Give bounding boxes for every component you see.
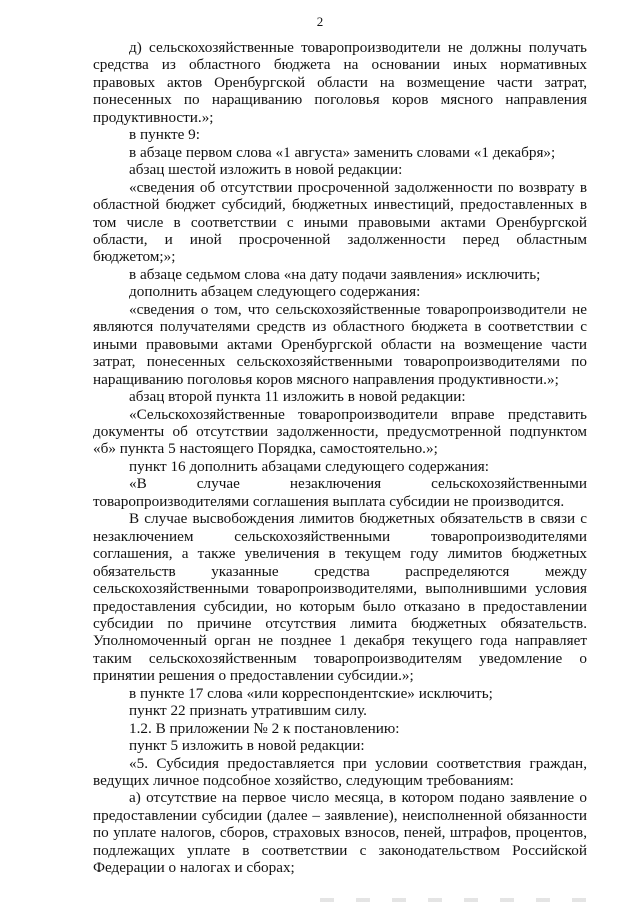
paragraph-4: абзац шестой изложить в новой редакции: [129,161,403,179]
paragraph-1: д) сельскохозяйственные товаропроизводители не должны получать средства из областного бюджета на основании иных нормативных правовых актов Оренбургской области на возмещение части затрат, понесенных по наращиванию поголовья коров мясного направления продуктивности.»; [93,39,587,126]
paragraph-9: абзац второй пункта 11 изложить в новой редакции: [129,388,466,406]
paragraph-3: в абзаце первом слова «1 августа» заменить словами «1 декабря»; [129,143,556,161]
paragraph-18: «5. Субсидия предоставляется при условии соответствия граждан, ведущих личное подсобное хозяйство, следующим требованиям: [93,754,587,790]
paragraph-11: пункт 16 дополнить абзацами следующего содержания: [129,457,489,475]
paragraph-14: в пункте 17 слова «или корреспондентские» исключить; [129,684,493,702]
paragraph-8: «сведения о том, что сельскохозяйственные товаропроизводители не являются получателями средств из областного бюджета в соответствии с иными правовыми актами Оренбургской области на возмещение части затрат, понесенных сельскохозяйственными товаропроизводителями по наращиванию поголовья коров мясного направления продуктивности.»; [93,300,587,388]
paragraph-12: «В случае незаключения сельскохозяйственными товаропроизводителями соглашения выплата субсидии не производится. [93,475,587,510]
paragraph-5: «сведения об отсутствии просроченной задолженности по возврату в областной бюджет субсидий, бюджетных инвестиций, предоставленных в том числе в соответствии с иными правовыми актами Оренбургской области, и иной просроченной задолженности перед областным бюджетом;»; [93,178,587,266]
paragraph-10: «Сельскохозяйственные товаропроизводители вправе представить документы об отсутствии задолженности, предусмотренной подпунктом «б» пункта 5 настоящего Порядка, самостоятельно.»; [93,405,587,458]
scan-artifact-line [320,898,590,902]
document-body [93,39,587,877]
paragraph-19: а) отсутствие на первое число месяца, в котором подано заявление о предоставлении субсидии (далее – заявление), неисполненной обязанности по уплате налогов, сборов, страховых взносов, пеней, штрафов, процентов, подлежащих уплате в соответствии с законодательством Российской Федерации о налогах и сборах; [93,789,587,877]
paragraph-16: 1.2. В приложении № 2 к постановлению: [129,719,400,737]
paragraph-2: в пункте 9: [129,126,200,144]
page-number: 2 [316,14,324,29]
paragraph-13: В случае высвобождения лимитов бюджетных обязательств в связи с незаключением сельскохозяйственными товаропроизводителями соглашения, а также увеличения в текущем году лимитов бюджетных обязательств указанные средства распределяются между сельскохозяйственными товаропроизводителями, выполнившими условия предоставления субсидии, но которым было отказано в предоставлении субсидии по причине отсутствия лимита бюджетных обязательств. Уполномоченный орган не позднее 1 декабря текущего года направляет таким сельскохозяйственным товаропроизводителям уведомление о принятии решения о предоставлении субсидии.»; [93,510,587,685]
paragraph-7: дополнить абзацем следующего содержания: [129,283,421,301]
paragraph-17: пункт 5 изложить в новой редакции: [129,737,365,755]
paragraph-6: в абзаце седьмом слова «на дату подачи заявления» исключить; [129,265,541,283]
paragraph-15: пункт 22 признать утратившим силу. [129,702,367,720]
